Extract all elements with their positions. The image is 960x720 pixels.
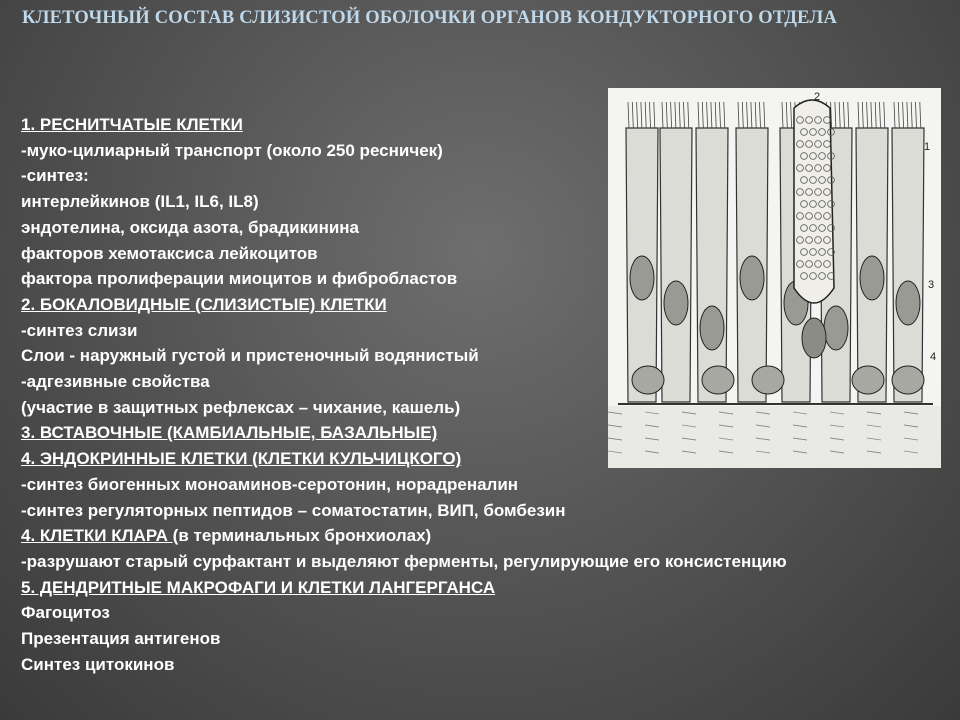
line-text: -синтез слизи bbox=[21, 320, 138, 340]
text-line bbox=[21, 523, 931, 549]
text-line bbox=[21, 395, 931, 421]
line-text: -адгезивные свойства bbox=[21, 372, 210, 392]
text-line bbox=[21, 626, 931, 652]
line-text: Слои - наружный густой и пристеночный водянистый bbox=[21, 346, 479, 366]
line-text: Презентация антигенов bbox=[21, 629, 221, 649]
text-line bbox=[21, 266, 931, 292]
line-text: (в терминальных бронхиолах) bbox=[172, 526, 432, 546]
text-line bbox=[21, 343, 931, 369]
text-line bbox=[21, 215, 931, 241]
line-text: -муко-цилиарный транспорт (около 250 ресничек) bbox=[21, 140, 443, 160]
text-line bbox=[21, 369, 931, 395]
section-heading: 5. ДЕНДРИТНЫЕ МАКРОФАГИ И КЛЕТКИ ЛАНГЕРГАНСА bbox=[21, 577, 496, 597]
text-line bbox=[21, 600, 931, 626]
text-line bbox=[21, 138, 931, 164]
line-text: -разрушают старый сурфактант и выделяют ферменты, регулирующие его консистенцию bbox=[21, 551, 787, 571]
line-text: эндотелина, оксида азота, брадикинина bbox=[21, 217, 360, 237]
text-line bbox=[21, 163, 931, 189]
text-line bbox=[21, 446, 931, 472]
slide-title: КЛЕТОЧНЫЙ СОСТАВ СЛИЗИСТОЙ ОБОЛОЧКИ ОРГАНОВ КОНДУКТОРНОГО ОТДЕЛА bbox=[22, 8, 838, 28]
line-text: интерлейкинов (IL1, IL6, IL8) bbox=[21, 192, 259, 212]
section-heading: 1. РЕСНИТЧАТЫЕ КЛЕТКИ bbox=[21, 115, 243, 134]
line-text: -синтез: bbox=[21, 166, 89, 186]
section-heading: 4. ЭНДОКРИННЫЕ КЛЕТКИ (КЛЕТКИ КУЛЬЧИЦКОГО) bbox=[21, 449, 462, 469]
line-text: -синтез регуляторных пептидов – соматостатин, ВИП, бомбезин bbox=[21, 500, 566, 520]
figure-label: 2 bbox=[814, 91, 821, 103]
text-line bbox=[21, 318, 931, 344]
text-line bbox=[21, 652, 931, 678]
text-line bbox=[21, 549, 841, 575]
line-text: Фагоцитоз bbox=[21, 603, 110, 623]
line-text: (участие в защитных рефлексах – чихание, кашель) bbox=[21, 397, 461, 417]
figure-label: 1 bbox=[924, 141, 931, 153]
text-line bbox=[21, 575, 931, 601]
text-line bbox=[21, 420, 931, 446]
line-text: фактора пролиферации миоцитов и фибробластов bbox=[21, 269, 458, 289]
text-body bbox=[21, 112, 931, 677]
line-text: факторов хемотаксиса лейкоцитов bbox=[21, 243, 318, 263]
line-text: -синтез биогенных моноаминов-серотонин, норадреналин bbox=[21, 474, 519, 494]
text-line bbox=[21, 498, 931, 524]
text-line bbox=[21, 472, 931, 498]
text-line bbox=[21, 189, 931, 215]
section-heading: 4. КЛЕТКИ КЛАРА bbox=[21, 526, 173, 546]
line-text: Синтез цитокинов bbox=[21, 654, 175, 674]
text-line bbox=[21, 292, 931, 318]
text-line bbox=[21, 241, 931, 267]
figure-label: 4 bbox=[930, 351, 937, 363]
section-heading: 2. БОКАЛОВИДНЫЕ (СЛИЗИСТЫЕ) КЛЕТКИ bbox=[21, 294, 387, 314]
section-heading: 3. ВСТАВОЧНЫЕ (КАМБИАЛЬНЫЕ, БАЗАЛЬНЫЕ) bbox=[21, 423, 438, 443]
figure-label: 3 bbox=[928, 279, 935, 291]
text-line bbox=[21, 112, 931, 138]
